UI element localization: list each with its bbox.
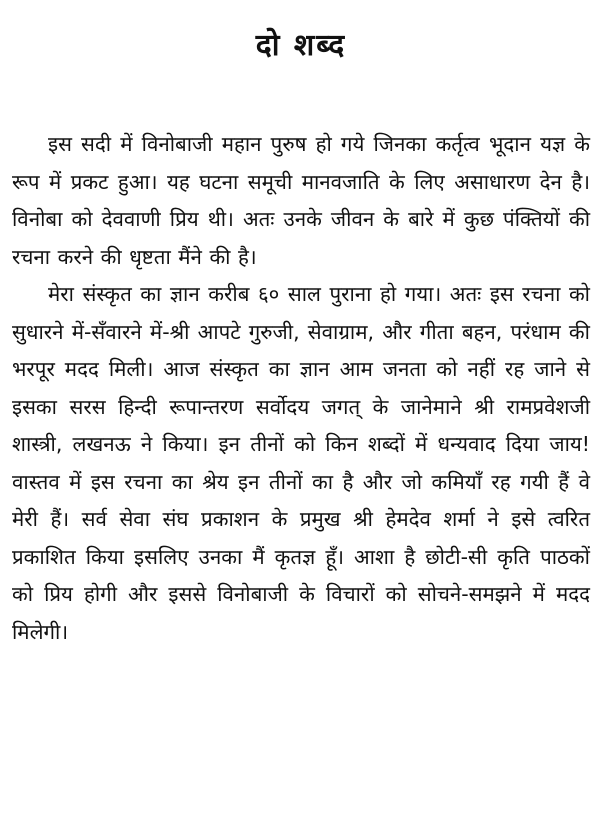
paragraph-1: इस सदी में विनोबाजी महान पुरुष हो गये जिनका कर्तृत्व भूदान यज्ञ के रूप में प्रकट हुआ। यह घटना समूची मानवजाति के लिए असाधारण देन है। विनोबा को देववाणी प्रिय थी। अतः उनके जीवन के बारे में कुछ पंक्तियों की रचना करने की धृष्टता मैंने की है।: [12, 132, 590, 269]
title-gap: [12, 82, 590, 126]
paragraph-2: मेरा संस्कृत का ज्ञान करीब ६० साल पुराना हो गया। अतः इस रचना को सुधारने में-सँवारने में-श्री आपटे गुरुजी, सेवाग्राम, और गीता बहन, परंधाम की भरपूर मदद मिली। आज संस्कृत का ज्ञान आम जनता को नहीं रह जाने से इसका सरस हिन्दी रूपान्तरण सर्वोदय जगत् के जानेमाने श्री रामप्रवेशजी शास्त्री, लखनऊ ने किया। इन तीनों को किन शब्दों में धन्यवाद दिया जाय! वास्तव में इस रचना का श्रेय इन तीनों का है और जो कमियाँ रह गयी हैं वे मेरी हैं। सर्व सेवा संघ प्रकाशन के प्रमुख श्री हेमदेव शर्मा ने इसे त्वरित प्रकाशित किया इसलिए उनका मैं कृतज्ञ हूँ। आशा है छोटी-सी कृति पाठकों को प्रिय होगी और इससे विनोबाजी के विचारों को सोचने-समझने में मदद मिलेगी।: [12, 282, 590, 644]
page-title: दो शब्द: [255, 28, 347, 63]
